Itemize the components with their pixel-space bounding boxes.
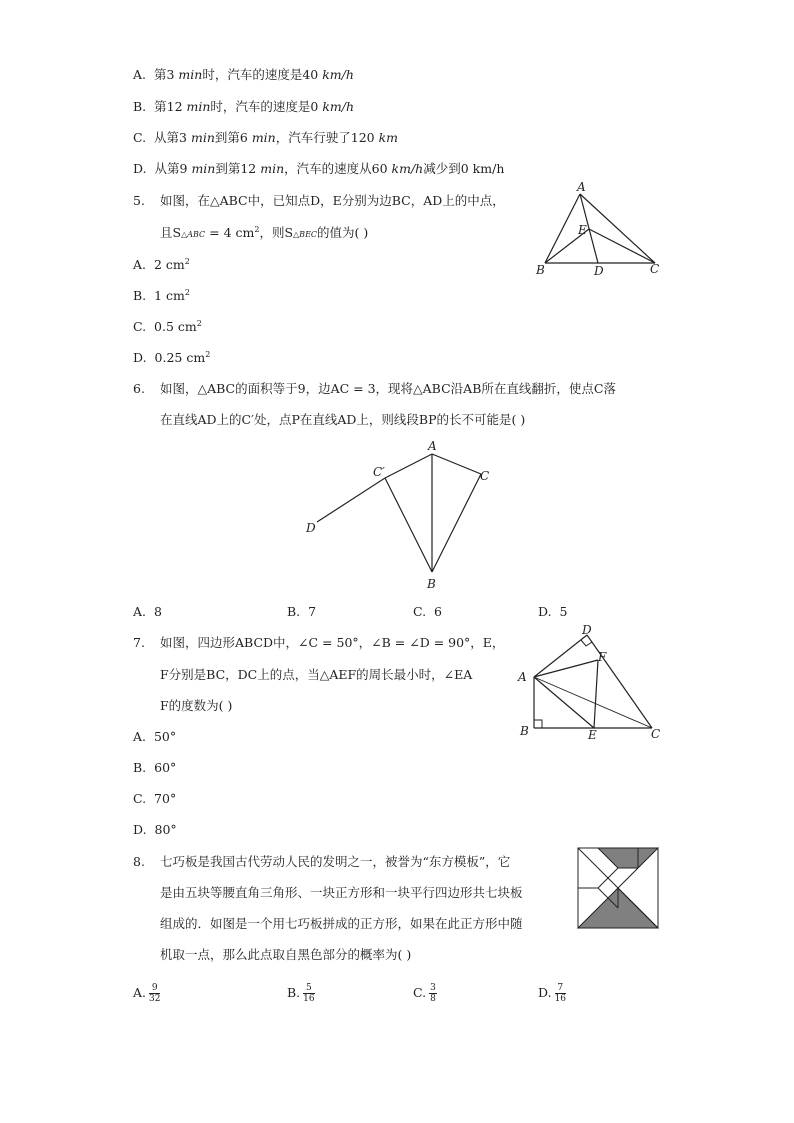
q7-option-a: A. 50° (133, 729, 177, 744)
q7-number: 7. (133, 635, 145, 650)
q5-option-b: B. 1 $cm^2$ (133, 287, 190, 303)
q7-stem-line3: F的度数为( ) (160, 698, 233, 713)
q7-label-b: B (520, 724, 529, 738)
q4-option-d: D. 从第9 min到第12 min，汽车的速度从60 km/h减少到0 km/h (133, 161, 505, 176)
q8-option-d: D. $\frac{7}{16}$ (538, 983, 567, 1004)
q7-label-c: C (651, 727, 661, 741)
q5-stem-line1: 如图，在△ABC中，已知点D，E分别为边BC，AD上的中点， (160, 193, 505, 208)
q6-option-b: B. 7 (287, 604, 317, 619)
q8-option-c: C. $\frac{3}{8}$ (413, 983, 436, 1004)
q6-fold-figure (300, 440, 500, 595)
q7-label-e: E (588, 728, 597, 742)
q5-label-a: A (577, 180, 586, 194)
q8-tangram-figure (578, 848, 658, 928)
q6-label-b: B (427, 577, 436, 591)
q4-option-b: B. 第12 min时，汽车的速度是0 km/h (133, 99, 355, 114)
q7-option-d: D. 80° (133, 822, 177, 837)
q7-label-d: D (582, 623, 592, 637)
q5-triangle-figure (530, 180, 670, 280)
q7-label-a: A (518, 670, 527, 684)
q5-label-b: B (536, 263, 545, 277)
q7-stem-line1: 如图，四边形ABCD中，∠C = 50°，∠B = ∠D = 90°，E， (160, 635, 505, 650)
q8-number: 8. (133, 854, 145, 869)
q6-option-d: D. 5 (538, 604, 568, 619)
q6-option-a: A. 8 (133, 604, 162, 619)
q7-option-b: B. 60° (133, 760, 177, 775)
q7-stem-line2: F分别是BC，DC上的点，当△AEF的周长最小时，∠EA (160, 667, 473, 682)
q7-option-c: C. 70° (133, 791, 177, 806)
q8-stem-line4: 机取一点，那么此点取自黑色部分的概率为( ) (160, 947, 412, 962)
q6-label-a: A (428, 439, 437, 453)
q4-option-c: C. 从第3 min到第6 min，汽车行驶了120 km (133, 130, 399, 145)
q8-option-a: A. $\frac{9}{32}$ (133, 983, 161, 1004)
q8-option-b: B. $\frac{5}{16}$ (287, 983, 315, 1004)
q6-label-cprime: C′ (373, 465, 385, 479)
q5-label-e: E (578, 223, 587, 237)
q5-label-d: D (594, 264, 604, 278)
q5-option-a: A. 2 $cm^2$ (133, 256, 190, 272)
q5-option-d: D. 0.25 $cm^2$ (133, 349, 211, 365)
q4-option-a: A. 第3 min时，汽车的速度是40 km/h (133, 67, 354, 82)
q5-label-c: C (650, 262, 660, 276)
q6-number: 6. (133, 381, 145, 396)
q6-label-c: C (480, 469, 490, 483)
q7-quadrilateral-figure (512, 620, 672, 745)
q6-stem-line1: 如图，△ABC的面积等于9，边AC = 3，现将△ABC沿AB所在直线翻折，使点C落 (160, 381, 616, 396)
q8-stem-line2: 是由五块等腰直角三角形、一块正方形和一块平行四边形共七块板 (160, 885, 523, 900)
q5-number: 5. (133, 193, 145, 208)
q6-option-c: C. 6 (413, 604, 442, 619)
q7-label-f: F (598, 650, 607, 664)
q8-stem-line3: 组成的．如图是一个用七巧板拼成的正方形，如果在此正方形中随 (160, 916, 523, 931)
q5-stem-line2: 且S△ABC = 4 $cm^2$，则S△BEC的值为( ) (160, 224, 369, 240)
q8-stem-line1: 七巧板是我国古代劳动人民的发明之一，被誉为“东方模板”，它 (160, 854, 511, 869)
q6-label-d: D (306, 521, 316, 535)
q5-option-c: C. 0.5 $cm^2$ (133, 318, 202, 334)
q6-stem-line2: 在直线AD上的C′处，点P在直线AD上，则线段BP的长不可能是( ) (160, 412, 526, 427)
